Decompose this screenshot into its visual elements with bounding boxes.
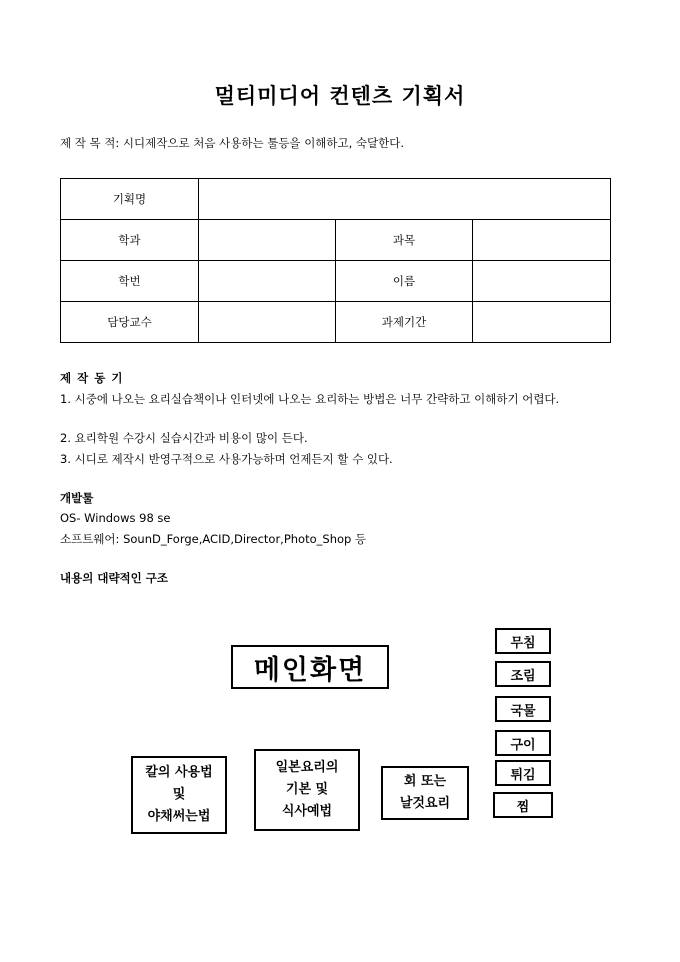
main-screen-box: 메인화면 [231, 645, 389, 689]
japanese-basics-box [254, 749, 360, 831]
structure-heading: 내용의 대략적인 구조 [60, 571, 168, 585]
professor-label: 담당교수 [61, 302, 199, 343]
knife-usage-box [131, 756, 227, 834]
raw-food-box [381, 766, 469, 820]
motive-item-2: 2. 요리학원 수강시 실습시간과 비용이 많이 든다. [60, 431, 308, 445]
side-item-gui: 구이 [495, 730, 551, 756]
course-value[interactable] [473, 220, 611, 261]
major-value[interactable] [199, 220, 336, 261]
japanese-line-1: 일본요리의 [275, 760, 339, 775]
side-item-gukmul: 국물 [495, 696, 551, 722]
period-value[interactable] [473, 302, 611, 343]
professor-value[interactable] [199, 302, 336, 343]
raw-line-2: 날것요리 [399, 796, 451, 811]
knife-line-2: 및 [172, 787, 186, 802]
student-id-label: 학번 [61, 261, 199, 302]
knife-line-1: 칼의 사용법 [145, 765, 213, 780]
plan-name-value[interactable] [199, 179, 611, 220]
side-item-jjim: 찜 [493, 792, 553, 818]
table-row [61, 220, 611, 261]
table-row [61, 302, 611, 343]
side-item-muchim: 무침 [495, 628, 551, 654]
table-row [61, 261, 611, 302]
tools-heading: 개발툴 [60, 491, 94, 505]
info-table [60, 178, 611, 343]
major-label: 학과 [61, 220, 199, 261]
motive-item-3: 3. 시디로 제작시 반영구적으로 사용가능하며 언제든지 할 수 있다. [60, 452, 393, 466]
name-value[interactable] [473, 261, 611, 302]
name-label: 이름 [336, 261, 473, 302]
table-row [61, 179, 611, 220]
student-id-value[interactable] [199, 261, 336, 302]
knife-line-3: 야채써는법 [147, 809, 211, 824]
side-item-twigim: 튀김 [495, 760, 551, 786]
side-item-jorim: 조림 [495, 661, 551, 687]
motive-heading: 제 작 동 기 [60, 371, 124, 385]
motive-item-1: 1. 시중에 나오는 요리실습책이나 인터넷에 나오는 요리하는 방법은 너무 간략하고 이해하기 어렵다. [60, 392, 560, 406]
plan-name-label: 기획명 [61, 179, 199, 220]
period-label: 과제기간 [336, 302, 473, 343]
raw-line-1: 회 또는 [403, 774, 447, 789]
japanese-line-3: 식사예법 [281, 804, 333, 819]
tools-software: 소프트웨어: SounD_Forge,ACID,Director,Photo_Shop 등 [60, 532, 367, 546]
purpose-text: 제 작 목 적: 시디제작으로 처음 사용하는 툴등을 이해하고, 숙달한다. [60, 136, 405, 150]
page-title: 멀티미디어 컨텐츠 기획서 [214, 83, 466, 108]
tools-os: OS- Windows 98 se [60, 511, 171, 525]
course-label: 과목 [336, 220, 473, 261]
japanese-line-2: 기본 및 [285, 782, 329, 797]
